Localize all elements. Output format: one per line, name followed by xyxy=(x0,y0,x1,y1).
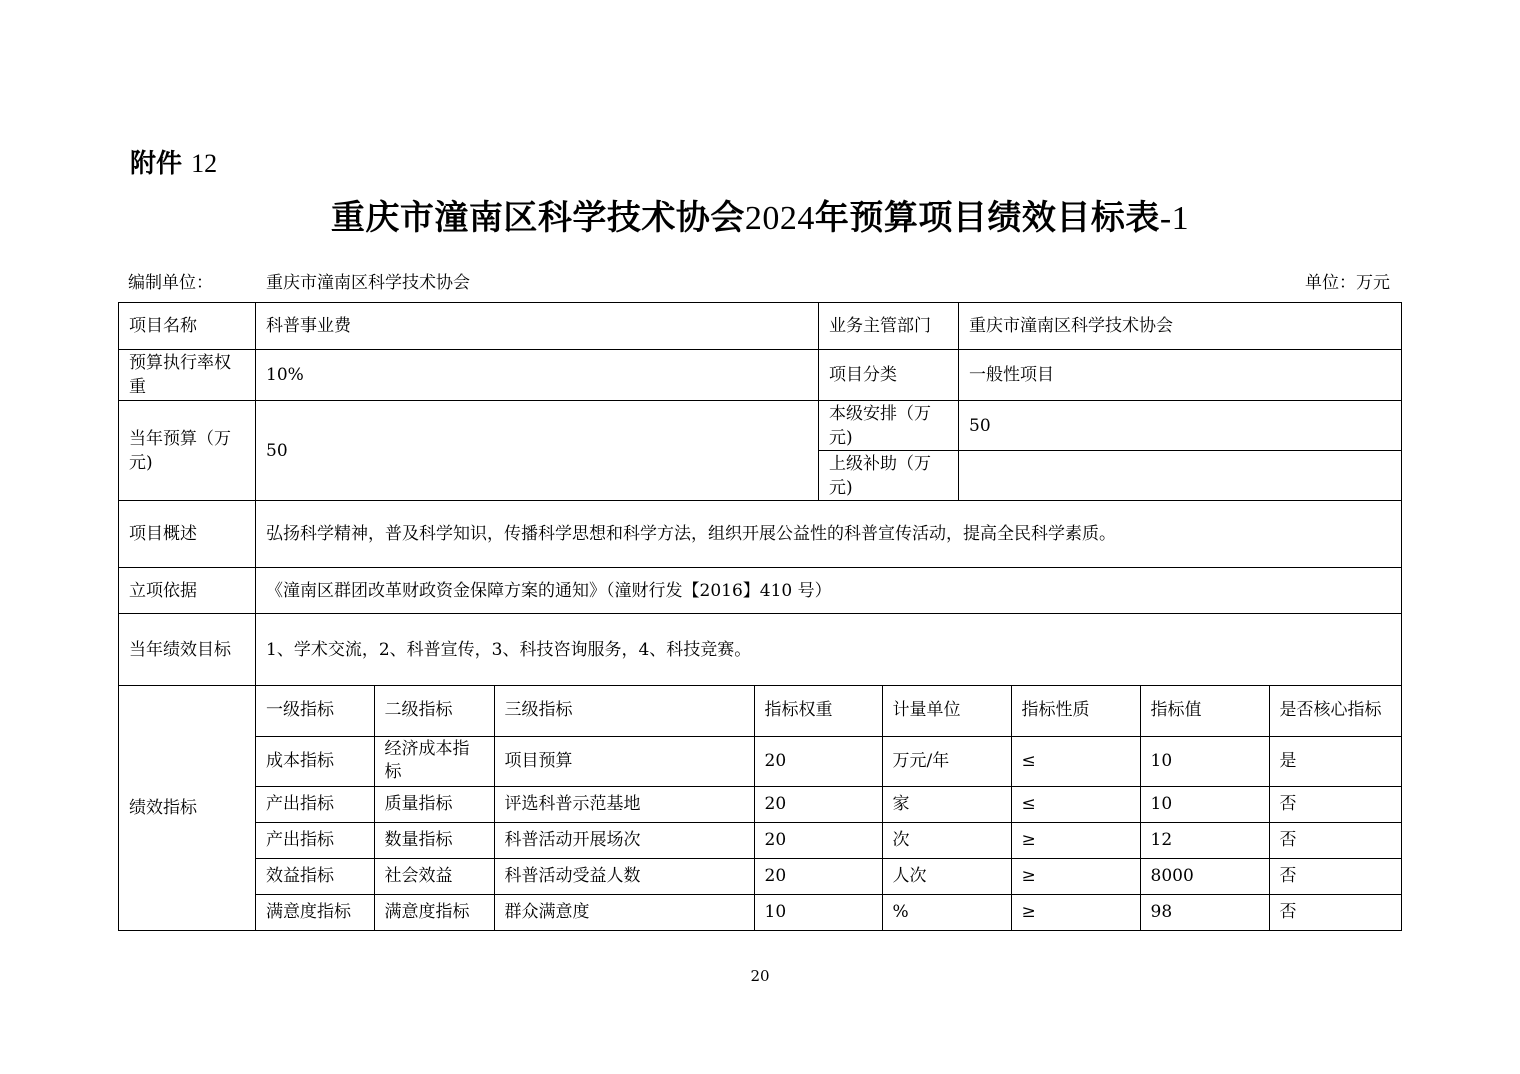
dept-value: 重庆市潼南区科学技术协会 xyxy=(959,303,1402,350)
indicator-cell: 是 xyxy=(1269,736,1402,786)
budget-label: 当年预算（万元) xyxy=(119,401,256,501)
indicator-cell: 数量指标 xyxy=(374,822,494,858)
indicator-header-cell: 二级指标 xyxy=(374,686,494,736)
indicator-row xyxy=(256,786,1402,822)
indicator-header-cell: 三级指标 xyxy=(494,686,754,736)
indicator-header-cell: 计量单位 xyxy=(882,686,1011,736)
indicator-cell: 10 xyxy=(1140,786,1269,822)
category-value: 一般性项目 xyxy=(959,350,1402,401)
exec-rate-label: 预算执行率权重 xyxy=(119,350,256,401)
indicator-cell: 20 xyxy=(754,786,882,822)
indicator-cell: 98 xyxy=(1140,894,1269,930)
table-row xyxy=(119,350,1402,401)
upper-value xyxy=(959,451,1402,501)
indicator-cell: 产出指标 xyxy=(256,786,374,822)
table-row xyxy=(119,614,1402,686)
indicator-cell: 否 xyxy=(1269,894,1402,930)
indicator-cell: 20 xyxy=(754,858,882,894)
indicator-cell: 次 xyxy=(882,822,1011,858)
goal-value: 1、学术交流，2、科普宣传，3、科技咨询服务，4、科技竞赛。 xyxy=(256,614,1402,686)
indicator-cell: 成本指标 xyxy=(256,736,374,786)
indicator-cell: 20 xyxy=(754,822,882,858)
overview-label: 项目概述 xyxy=(119,501,256,568)
project-name-value: 科普事业费 xyxy=(256,303,819,350)
indicator-cell: ≥ xyxy=(1011,894,1140,930)
local-value: 50 xyxy=(959,401,1402,451)
indicator-cell: 人次 xyxy=(882,858,1011,894)
indicator-cell: 社会效益 xyxy=(374,858,494,894)
indicators-cell xyxy=(256,686,1402,931)
indicator-cell: 效益指标 xyxy=(256,858,374,894)
title-main: 重庆市潼南区科学技术协会 xyxy=(330,198,745,238)
indicator-cell: 经济成本指标 xyxy=(374,736,494,786)
indicator-cell: 8000 xyxy=(1140,858,1269,894)
table-row xyxy=(119,568,1402,614)
indicator-cell: 12 xyxy=(1140,822,1269,858)
table-row xyxy=(119,303,1402,350)
indicator-cell: ≤ xyxy=(1011,736,1140,786)
basis-value: 《潼南区群团改革财政资金保障方案的通知》（潼财行发【2016】410 号） xyxy=(256,568,1402,614)
indicator-cell: ≤ xyxy=(1011,786,1140,822)
unit-label: 编制单位： xyxy=(128,273,213,293)
upper-label: 上级补助（万元) xyxy=(819,451,959,501)
indicator-cell: 科普活动受益人数 xyxy=(494,858,754,894)
title-year: 2024 xyxy=(744,200,815,237)
goal-label: 当年绩效目标 xyxy=(119,614,256,686)
indicator-cell: ≥ xyxy=(1011,858,1140,894)
indicator-header-cell: 指标值 xyxy=(1140,686,1269,736)
page-title xyxy=(0,190,1520,239)
table-row xyxy=(119,401,1402,451)
indicator-cell: % xyxy=(882,894,1011,930)
indicator-cell: 质量指标 xyxy=(374,786,494,822)
indicator-cell: 10 xyxy=(754,894,882,930)
indicator-cell: 万元/年 xyxy=(882,736,1011,786)
indicator-cell: 群众满意度 xyxy=(494,894,754,930)
attachment-number: 12 xyxy=(191,149,218,178)
basis-label: 立项依据 xyxy=(119,568,256,614)
attachment-label xyxy=(130,143,217,180)
indicator-cell: 产出指标 xyxy=(256,822,374,858)
indicator-cell: 否 xyxy=(1269,786,1402,822)
indicator-cell: 否 xyxy=(1269,858,1402,894)
indicator-cell: 10 xyxy=(1140,736,1269,786)
indicators-table xyxy=(256,686,1402,930)
title-suffix: -1 xyxy=(1159,200,1190,237)
attachment-text: 附件 xyxy=(130,149,183,179)
dept-label: 业务主管部门 xyxy=(819,303,959,350)
category-label: 项目分类 xyxy=(819,350,959,401)
indicator-header-row xyxy=(256,686,1402,736)
indicator-cell: 否 xyxy=(1269,822,1402,858)
table-row xyxy=(119,501,1402,568)
currency-label: 单位：万元 xyxy=(1305,273,1390,293)
project-name-label: 项目名称 xyxy=(119,303,256,350)
indicator-cell: 项目预算 xyxy=(494,736,754,786)
indicator-cell: 满意度指标 xyxy=(374,894,494,930)
indicator-row xyxy=(256,858,1402,894)
local-label: 本级安排（万元) xyxy=(819,401,959,451)
indicator-row xyxy=(256,894,1402,930)
indicator-cell: 家 xyxy=(882,786,1011,822)
indicator-cell: 科普活动开展场次 xyxy=(494,822,754,858)
indicator-row xyxy=(256,822,1402,858)
indicator-header-cell: 指标权重 xyxy=(754,686,882,736)
indicator-cell: ≥ xyxy=(1011,822,1140,858)
performance-table xyxy=(118,302,1402,931)
indicator-cell: 评选科普示范基地 xyxy=(494,786,754,822)
page-number: 20 xyxy=(750,967,770,985)
indicator-header-cell: 是否核心指标 xyxy=(1269,686,1402,736)
indicator-header-cell: 指标性质 xyxy=(1011,686,1140,736)
budget-value: 50 xyxy=(256,401,819,501)
perf-label: 绩效指标 xyxy=(119,686,256,931)
exec-rate-value: 10% xyxy=(256,350,819,401)
overview-value: 弘扬科学精神，普及科学知识，传播科学思想和科学方法，组织开展公益性的科普宣传活动，提高全民科学素质。 xyxy=(256,501,1402,568)
title-rest: 年预算项目绩效目标表 xyxy=(814,198,1160,238)
unit-value: 重庆市潼南区科学技术协会 xyxy=(266,273,470,293)
indicator-cell: 20 xyxy=(754,736,882,786)
table-row xyxy=(119,686,1402,931)
indicator-header-cell: 一级指标 xyxy=(256,686,374,736)
indicator-cell: 满意度指标 xyxy=(256,894,374,930)
indicator-row xyxy=(256,736,1402,786)
